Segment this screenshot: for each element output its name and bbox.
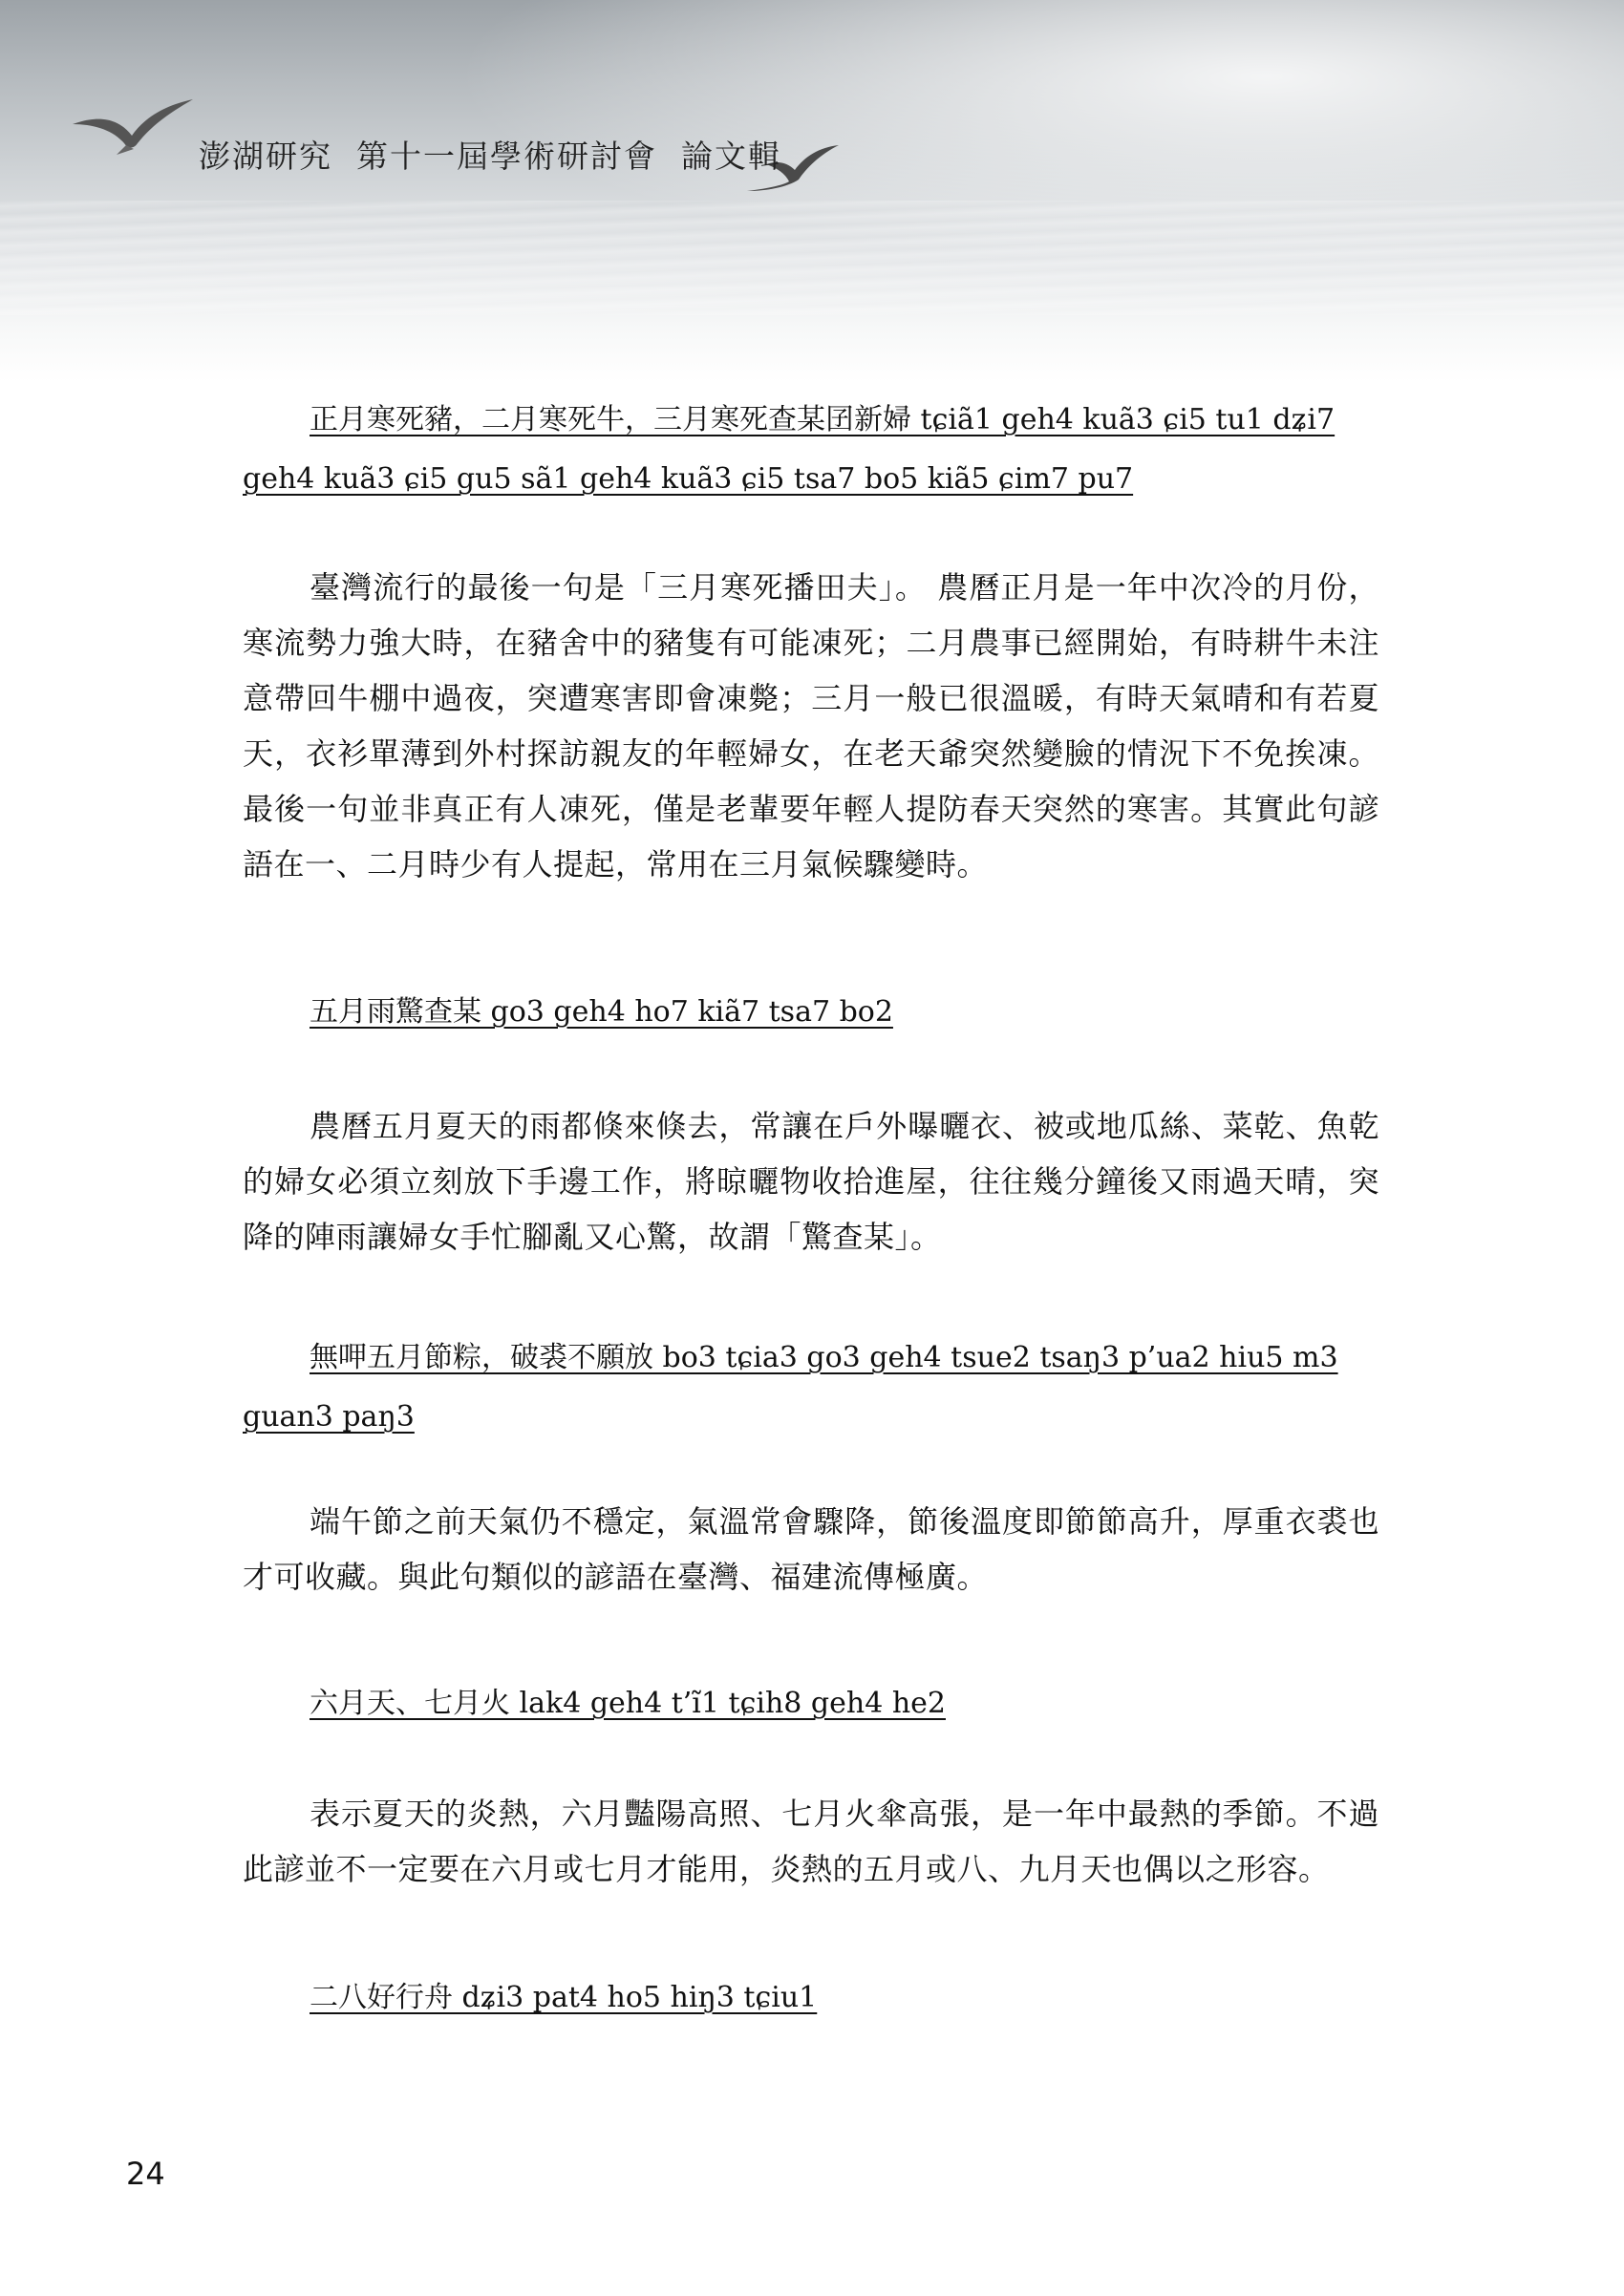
paragraph: 表示夏天的炎熱，六月豔陽高照、七月火傘高張，是一年中最熱的季節。不過此諺並不一定要在六月或七月才能用，炎熱的五月或八、九月天也偶以之形容。	[243, 1796, 1379, 1887]
proverb-heading: 正月寒死豬，二月寒死牛，三月寒死查某囝新婦 tɕiã1 geh4 kuã3 ɕi5 tu1 dʑi7	[310, 403, 1336, 436]
proverb-heading-cont: geh4 kuã3 ɕi5 gu5 sã1 geh4 kuã3 ɕi5 tsa7 bo5 kiã5 ɕim7 pu7	[243, 462, 1134, 496]
page-number: 24	[126, 2156, 165, 2192]
header-banner	[0, 0, 1624, 382]
paragraph: 端午節之前天氣仍不穩定，氣溫常會驟降，節後溫度即節節高升，厚重衣裘也才可收藏。與此句類似的諺語在臺灣、福建流傳極廣。	[243, 1503, 1379, 1595]
paragraph: 臺灣流行的最後一句是「三月寒死播田夫」。 農曆正月是一年中次冷的月份，寒流勢力強大時，在豬舍中的豬隻有可能凍死；二月農事已經開始，有時耕牛未注意帶回牛棚中過夜，突遭寒害即會凍斃；三月一般已很溫暖，有時天氣晴和有若夏天，衣衫單薄到外村探訪親友的年輕婦女，在老天爺突然變臉的情況下不免挨凍。最後一句並非真正有人凍死，僅是老輩要年輕人提防春天突然的寒害。其實此句諺語在一、二月時少有人提起，常用在三月氣候驟變時。	[243, 569, 1379, 882]
proverb-heading: 六月天、七月火 lak4 geh4 t’ĩ1 tɕih8 geh4 he2	[310, 1687, 946, 1720]
proverb-heading: 二八好行舟 dʑi3 pat4 ho5 hiŋ3 tɕiu1	[310, 1981, 818, 2014]
proverb-heading-cont: guan3 paŋ3	[243, 1400, 415, 1434]
seagull-icon	[71, 97, 195, 157]
proverb-heading: 五月雨驚查某 go3 geh4 ho7 kiã7 tsa7 bo2	[310, 995, 893, 1029]
paragraph: 農曆五月夏天的雨都倏來倏去，常讓在戶外曝曬衣、被或地瓜絲、菜乾、魚乾的婦女必須立刻放下手邊工作，將晾曬物收拾進屋，往往幾分鐘後又雨過天晴，突降的陣雨讓婦女手忙腳亂又心驚，故謂「驚查某」。	[243, 1108, 1379, 1255]
proverb-heading: 無呷五月節粽，破裘不願放 bo3 tɕia3 go3 geh4 tsue2 tsaŋ3 p’ua2 hiu5 m3	[310, 1341, 1338, 1374]
header-title: 澎湖研究 第十一屆學術研討會 論文輯	[199, 138, 781, 175]
